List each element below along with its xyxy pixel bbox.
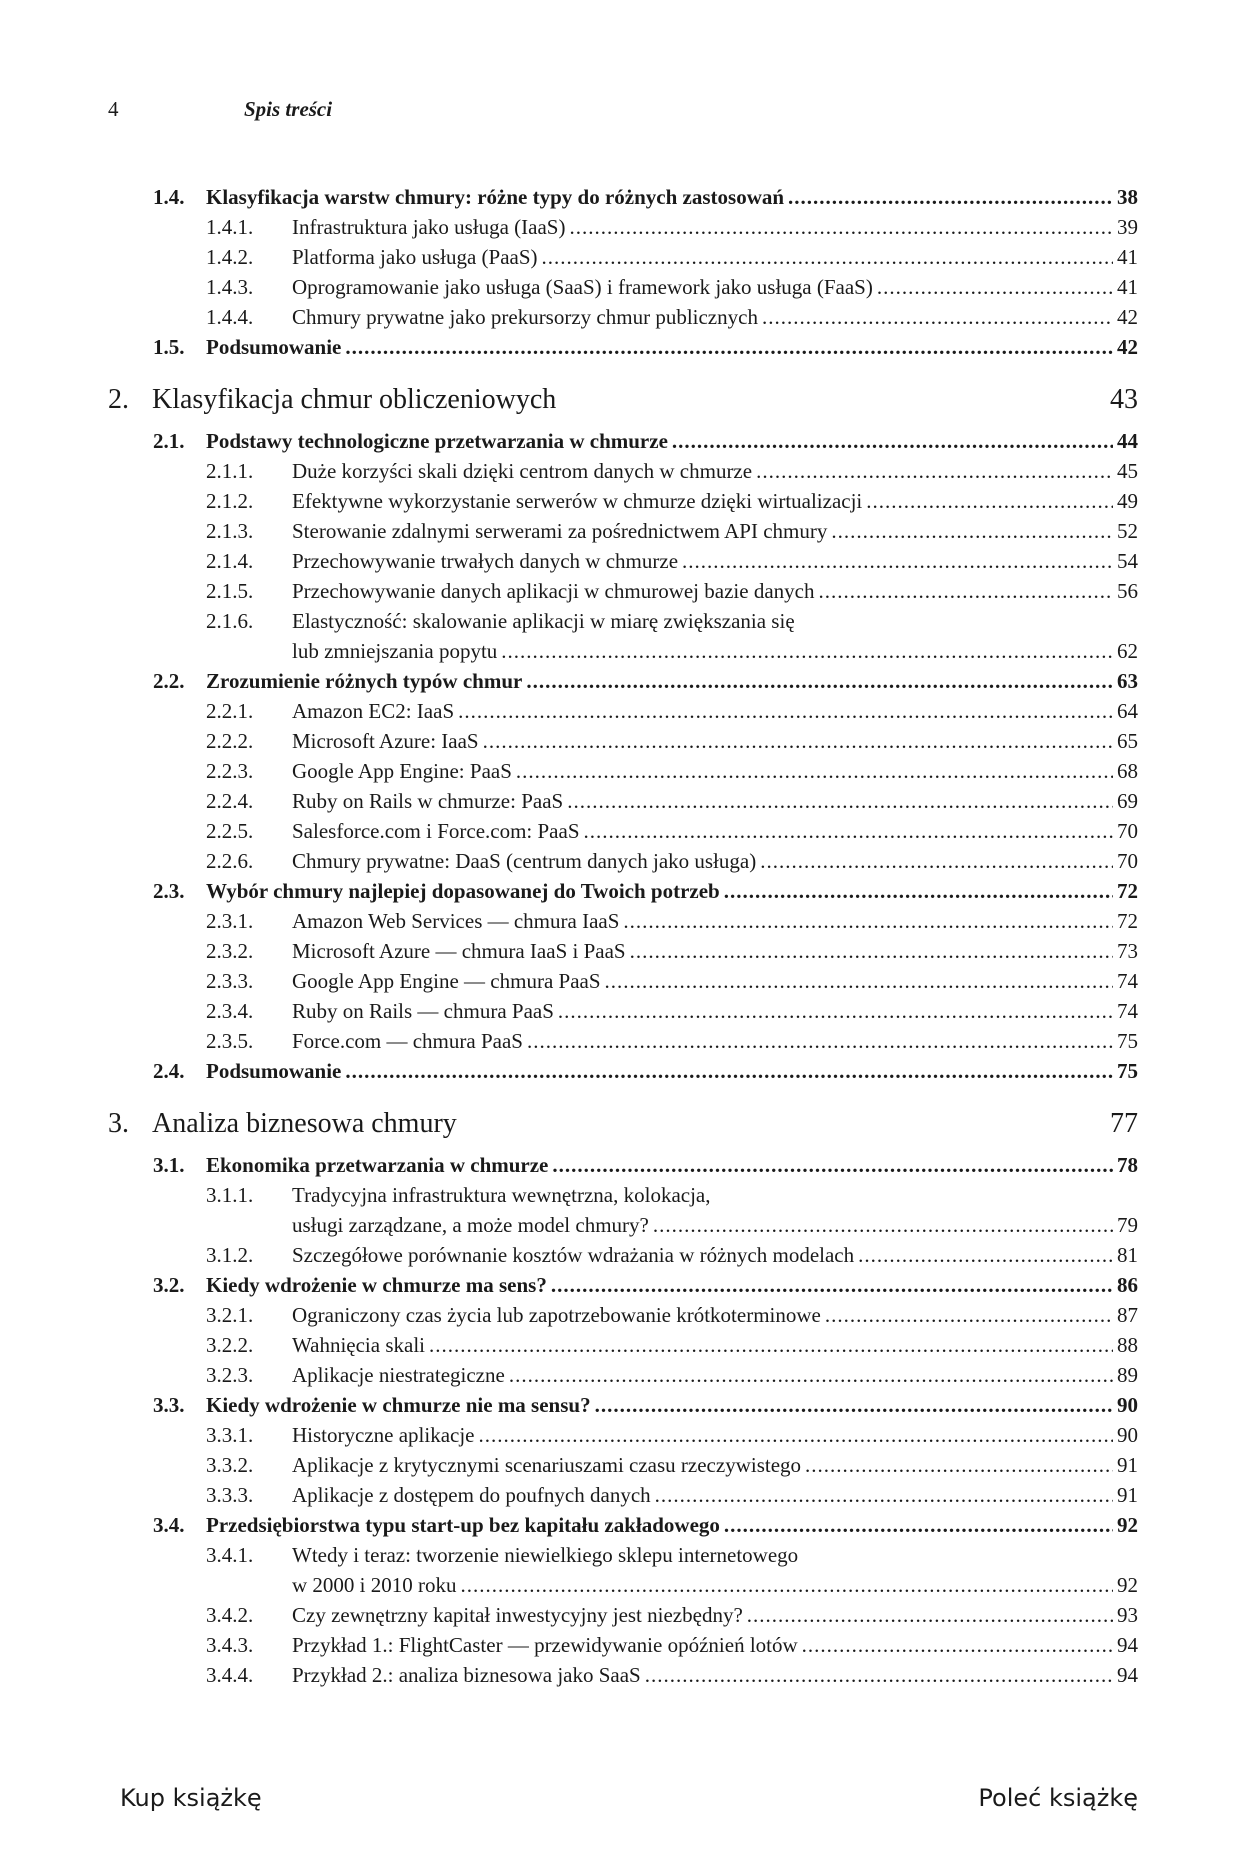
page-number: 4: [108, 97, 119, 121]
dot-leader: [831, 516, 1113, 546]
entry-page: 91: [1117, 1483, 1138, 1507]
dot-leader: [569, 212, 1113, 242]
toc-subsection-entry: [0, 302, 1244, 332]
chapter-title: Klasyfikacja chmur obliczeniowych: [152, 384, 557, 415]
entry-page: 49: [1117, 489, 1138, 513]
dot-leader: [501, 636, 1113, 666]
entry-line: [292, 456, 1138, 486]
entry-title: Chmury prywatne: DaaS (centrum danych jako usługa): [292, 849, 757, 873]
entry-title: Podsumowanie: [206, 335, 342, 359]
toc-subsection-entry: [0, 936, 1244, 966]
entry-line: [292, 996, 1138, 1026]
chapter-number: 3.: [108, 1108, 129, 1139]
entry-title: Microsoft Azure: IaaS: [292, 729, 479, 753]
entry-line: [292, 1180, 1138, 1210]
entry-title: Przedsiębiorstwa typu start-up bez kapitału zakładowego: [206, 1513, 720, 1537]
toc-subsection-entry: [0, 1630, 1244, 1660]
entry-page: 72: [1117, 879, 1138, 903]
entry-page: 69: [1117, 789, 1138, 813]
buy-book-link[interactable]: Kup książkę: [120, 1784, 262, 1812]
toc-subsection-entry: [0, 816, 1244, 846]
entry-page: 42: [1117, 335, 1138, 359]
recommend-book-link[interactable]: Poleć książkę: [978, 1784, 1138, 1812]
toc-subsection-entry: [0, 786, 1244, 816]
dot-leader: [542, 242, 1113, 272]
toc-subsection-entry: [0, 242, 1244, 272]
entry-number: 3.3.2.: [206, 1453, 254, 1477]
entry-title: Szczegółowe porównanie kosztów wdrażania w różnych modelach: [292, 1243, 855, 1267]
dot-leader: [802, 1630, 1113, 1660]
entry-number: 2.3.5.: [206, 1029, 254, 1053]
entry-title: Ekonomika przetwarzania w chmurze: [206, 1153, 549, 1177]
toc-subsection-entry: [0, 1540, 1244, 1570]
entry-line: [292, 1026, 1138, 1056]
entry-page: 81: [1117, 1243, 1138, 1267]
toc-subsection-entry: [0, 756, 1244, 786]
entry-line: [292, 1660, 1138, 1690]
entry-line: [292, 816, 1138, 846]
entry-number: 2.3.2.: [206, 939, 254, 963]
toc-subsection-entry: [0, 1570, 1244, 1600]
dot-leader: [623, 906, 1113, 936]
entry-line: [292, 1450, 1138, 1480]
dot-leader: [645, 1660, 1113, 1690]
entry-number: 2.2.2.: [206, 729, 254, 753]
entry-line: [292, 1360, 1138, 1390]
entry-page: 75: [1117, 1059, 1138, 1083]
entry-title: Podstawy technologiczne przetwarzania w chmurze: [206, 429, 668, 453]
chapter-heading: [0, 1086, 1244, 1150]
entry-title: Klasyfikacja warstw chmury: różne typy do różnych zastosowań: [206, 185, 785, 209]
entry-number: 3.4.4.: [206, 1663, 254, 1687]
entry-line: [292, 576, 1138, 606]
entry-title: w 2000 i 2010 roku: [292, 1573, 457, 1597]
entry-number: 3.3.: [153, 1393, 185, 1417]
entry-line: [206, 876, 1138, 906]
entry-line: [292, 1210, 1138, 1240]
entry-page: 79: [1117, 1213, 1138, 1237]
toc-subsection-entry: [0, 1210, 1244, 1240]
entry-page: 63: [1117, 669, 1138, 693]
entry-number: 3.3.3.: [206, 1483, 254, 1507]
entry-page: 86: [1117, 1273, 1138, 1297]
dot-leader: [552, 1150, 1113, 1180]
entry-line: [292, 516, 1138, 546]
entry-number: 3.4.: [153, 1513, 185, 1537]
entry-line: [206, 1056, 1138, 1086]
entry-title: Efektywne wykorzystanie serwerów w chmurze dzięki wirtualizacji: [292, 489, 863, 513]
toc-subsection-entry: [0, 696, 1244, 726]
entry-page: 90: [1117, 1393, 1138, 1417]
dot-leader: [479, 1420, 1114, 1450]
entry-line: [292, 756, 1138, 786]
entry-number: 3.4.1.: [206, 1543, 254, 1567]
entry-page: 41: [1117, 245, 1138, 269]
entry-page: 91: [1117, 1453, 1138, 1477]
entry-line: [206, 332, 1138, 362]
dot-leader: [747, 1600, 1113, 1630]
entry-number: 2.3.4.: [206, 999, 254, 1023]
toc-subsection-entry: [0, 212, 1244, 242]
dot-leader: [584, 816, 1114, 846]
entry-number: 2.2.6.: [206, 849, 254, 873]
entry-line: [292, 1570, 1138, 1600]
toc-section-entry: [0, 1056, 1244, 1086]
toc-subsection-entry: [0, 576, 1244, 606]
toc-section-entry: [0, 1390, 1244, 1420]
entry-number: 3.3.1.: [206, 1423, 254, 1447]
entry-number: 2.3.3.: [206, 969, 254, 993]
entry-page: 44: [1117, 429, 1138, 453]
entry-number: 3.4.3.: [206, 1633, 254, 1657]
entry-title: Podsumowanie: [206, 1059, 342, 1083]
dot-leader: [866, 486, 1113, 516]
dot-leader: [760, 846, 1113, 876]
dot-leader: [458, 696, 1113, 726]
entry-title: Wtedy i teraz: tworzenie niewielkiego sklepu internetowego: [292, 1543, 799, 1567]
entry-title: Wybór chmury najlepiej dopasowanej do Twoich potrzeb: [206, 879, 720, 903]
entry-line: [292, 936, 1138, 966]
dot-leader: [672, 426, 1113, 456]
entry-title: Kiedy wdrożenie w chmurze nie ma sensu?: [206, 1393, 591, 1417]
entry-line: [206, 426, 1138, 456]
toc-subsection-entry: [0, 636, 1244, 666]
dot-leader: [526, 666, 1113, 696]
dot-leader: [345, 1056, 1113, 1086]
dot-leader: [756, 456, 1113, 486]
entry-number: 1.4.2.: [206, 245, 254, 269]
entry-page: 74: [1117, 999, 1138, 1023]
entry-number: 2.2.3.: [206, 759, 254, 783]
entry-title: Aplikacje z krytycznymi scenariuszami czasu rzeczywistego: [292, 1453, 802, 1477]
entry-page: 74: [1117, 969, 1138, 993]
toc-section-entry: [0, 332, 1244, 362]
entry-page: 62: [1117, 639, 1138, 663]
entry-title: Microsoft Azure — chmura IaaS i PaaS: [292, 939, 626, 963]
entry-number: 2.1.6.: [206, 609, 254, 633]
entry-number: 3.2.2.: [206, 1333, 254, 1357]
entry-number: 3.2.: [153, 1273, 185, 1297]
dot-leader: [805, 1450, 1113, 1480]
entry-number: 2.2.4.: [206, 789, 254, 813]
entry-number: 3.1.: [153, 1153, 185, 1177]
entry-title: Sterowanie zdalnymi serwerami za pośrednictwem API chmury: [292, 519, 828, 543]
entry-line: [206, 1150, 1138, 1180]
entry-line: [292, 1540, 1138, 1570]
entry-title: Aplikacje z dostępem do poufnych danych: [292, 1483, 651, 1507]
entry-title: Tradycyjna infrastruktura wewnętrzna, kolokacja,: [292, 1183, 711, 1207]
entry-page: 42: [1117, 305, 1138, 329]
entry-number: 2.3.: [153, 879, 185, 903]
entry-line: [206, 1270, 1138, 1300]
entry-number: 2.1.3.: [206, 519, 254, 543]
toc-subsection-entry: [0, 1026, 1244, 1056]
toc-subsection-entry: [0, 1480, 1244, 1510]
entry-title: Amazon Web Services — chmura IaaS: [292, 909, 620, 933]
entry-line: [292, 242, 1138, 272]
dot-leader: [595, 1390, 1113, 1420]
toc-subsection-entry: [0, 546, 1244, 576]
entry-page: 56: [1117, 579, 1138, 603]
entry-number: 3.2.1.: [206, 1303, 254, 1327]
entry-line: [292, 846, 1138, 876]
entry-number: 2.1.4.: [206, 549, 254, 573]
entry-number: 2.2.: [153, 669, 185, 693]
entry-number: 3.1.1.: [206, 1183, 254, 1207]
toc-subsection-entry: [0, 1420, 1244, 1450]
entry-page: 87: [1117, 1303, 1138, 1327]
entry-title: Oprogramowanie jako usługa (SaaS) i framework jako usługa (FaaS): [292, 275, 873, 299]
entry-line: [292, 1480, 1138, 1510]
chapter-page: 43: [1110, 384, 1138, 415]
toc-subsection-entry: [0, 456, 1244, 486]
entry-line: [292, 696, 1138, 726]
entry-line: [292, 1240, 1138, 1270]
toc-section-entry: [0, 1510, 1244, 1540]
entry-line: [206, 666, 1138, 696]
dot-leader: [655, 1480, 1113, 1510]
entry-line: [292, 1330, 1138, 1360]
toc-subsection-entry: [0, 1300, 1244, 1330]
dot-leader: [558, 996, 1113, 1026]
entry-number: 1.4.4.: [206, 305, 254, 329]
entry-title: Kiedy wdrożenie w chmurze ma sens?: [206, 1273, 547, 1297]
dot-leader: [551, 1270, 1113, 1300]
entry-title: Aplikacje niestrategiczne: [292, 1363, 505, 1387]
entry-page: 94: [1117, 1663, 1138, 1687]
toc-subsection-entry: [0, 1660, 1244, 1690]
entry-line: [292, 212, 1138, 242]
entry-page: 89: [1117, 1363, 1138, 1387]
entry-number: 1.5.: [153, 335, 185, 359]
entry-page: 41: [1117, 275, 1138, 299]
entry-title: usługi zarządzane, a może model chmury?: [292, 1213, 649, 1237]
entry-page: 93: [1117, 1603, 1138, 1627]
entry-line: [292, 302, 1138, 332]
entry-page: 52: [1117, 519, 1138, 543]
dot-leader: [509, 1360, 1113, 1390]
toc-section-entry: [0, 182, 1244, 212]
toc-section-entry: [0, 426, 1244, 456]
dot-leader: [724, 876, 1113, 906]
running-title: Spis treści: [244, 97, 333, 121]
dot-leader: [461, 1570, 1114, 1600]
entry-line: [292, 272, 1138, 302]
entry-number: 2.4.: [153, 1059, 185, 1083]
chapter-number: 2.: [108, 384, 129, 415]
entry-page: 72: [1117, 909, 1138, 933]
toc-subsection-entry: [0, 726, 1244, 756]
entry-number: 2.2.5.: [206, 819, 254, 843]
dot-leader: [724, 1510, 1113, 1540]
entry-number: 3.1.2.: [206, 1243, 254, 1267]
entry-line: [292, 546, 1138, 576]
entry-title: Duże korzyści skali dzięki centrom danych w chmurze: [292, 459, 753, 483]
entry-page: 75: [1117, 1029, 1138, 1053]
toc-subsection-entry: [0, 1240, 1244, 1270]
entry-page: 68: [1117, 759, 1138, 783]
entry-line: [292, 1630, 1138, 1660]
entry-line: [292, 606, 1138, 636]
chapter-title: Analiza biznesowa chmury: [152, 1108, 457, 1139]
entry-number: 2.1.2.: [206, 489, 254, 513]
entry-title: Ruby on Rails w chmurze: PaaS: [292, 789, 564, 813]
entry-page: 78: [1117, 1153, 1138, 1177]
toc-subsection-entry: [0, 1180, 1244, 1210]
entry-title: Historyczne aplikacje: [292, 1423, 475, 1447]
entry-title: Salesforce.com i Force.com: PaaS: [292, 819, 580, 843]
entry-title: Platforma jako usługa (PaaS): [292, 245, 538, 269]
toc-subsection-entry: [0, 516, 1244, 546]
toc-subsection-entry: [0, 1450, 1244, 1480]
entry-number: 3.4.2.: [206, 1603, 254, 1627]
entry-number: 2.1.1.: [206, 459, 254, 483]
entry-title: Ruby on Rails — chmura PaaS: [292, 999, 554, 1023]
entry-number: 1.4.1.: [206, 215, 254, 239]
entry-title: Przechowywanie trwałych danych w chmurze: [292, 549, 679, 573]
dot-leader: [682, 546, 1113, 576]
toc-section-entry: [0, 1150, 1244, 1180]
dot-leader: [788, 182, 1113, 212]
toc-section-entry: [0, 876, 1244, 906]
chapter-page: 77: [1110, 1108, 1138, 1139]
entry-number: 2.1.: [153, 429, 185, 453]
entry-title: Amazon EC2: IaaS: [292, 699, 455, 723]
entry-line: [292, 786, 1138, 816]
entry-page: 64: [1117, 699, 1138, 723]
entry-page: 54: [1117, 549, 1138, 573]
entry-line: [292, 1300, 1138, 1330]
entry-line: [206, 1510, 1138, 1540]
dot-leader: [877, 272, 1113, 302]
entry-title: Ograniczony czas życia lub zapotrzebowanie krótkoterminowe: [292, 1303, 821, 1327]
entry-page: 92: [1117, 1513, 1138, 1537]
dot-leader: [516, 756, 1113, 786]
toc-subsection-entry: [0, 966, 1244, 996]
dot-leader: [653, 1210, 1113, 1240]
entry-line: [292, 906, 1138, 936]
entry-number: 2.1.5.: [206, 579, 254, 603]
entry-number: 1.4.3.: [206, 275, 254, 299]
dot-leader: [567, 786, 1113, 816]
toc-subsection-entry: [0, 906, 1244, 936]
toc-subsection-entry: [0, 486, 1244, 516]
entry-title: Infrastruktura jako usługa (IaaS): [292, 215, 566, 239]
entry-title: Zrozumienie różnych typów chmur: [206, 669, 523, 693]
entry-page: 70: [1117, 849, 1138, 873]
entry-line: [292, 1600, 1138, 1630]
toc-subsection-entry: [0, 996, 1244, 1026]
entry-number: 1.4.: [153, 185, 185, 209]
entry-title: Google App Engine — chmura PaaS: [292, 969, 601, 993]
entry-page: 39: [1117, 215, 1138, 239]
chapter-heading: [0, 362, 1244, 426]
entry-line: [292, 636, 1138, 666]
table-of-contents: [0, 182, 1244, 1690]
toc-subsection-entry: [0, 1330, 1244, 1360]
entry-page: 90: [1117, 1423, 1138, 1447]
entry-page: 92: [1117, 1573, 1138, 1597]
entry-line: [292, 966, 1138, 996]
toc-subsection-entry: [0, 272, 1244, 302]
entry-title: Elastyczność: skalowanie aplikacji w miarę zwiększania się: [292, 609, 795, 633]
dot-leader: [762, 302, 1113, 332]
entry-page: 38: [1117, 185, 1138, 209]
dot-leader: [818, 576, 1113, 606]
entry-number: 2.3.1.: [206, 909, 254, 933]
entry-title: Force.com — chmura PaaS: [292, 1029, 523, 1053]
dot-leader: [483, 726, 1113, 756]
entry-number: 2.2.1.: [206, 699, 254, 723]
entry-page: 45: [1117, 459, 1138, 483]
entry-page: 70: [1117, 819, 1138, 843]
entry-line: [206, 1390, 1138, 1420]
dot-leader: [605, 966, 1113, 996]
entry-title: Przykład 2.: analiza biznesowa jako SaaS: [292, 1663, 641, 1687]
entry-title: Przykład 1.: FlightCaster — przewidywanie opóźnień lotów: [292, 1633, 798, 1657]
entry-title: Chmury prywatne jako prekursorzy chmur publicznych: [292, 305, 758, 329]
dot-leader: [858, 1240, 1113, 1270]
entry-page: 88: [1117, 1333, 1138, 1357]
entry-title: Czy zewnętrzny kapitał inwestycyjny jest niezbędny?: [292, 1603, 743, 1627]
entry-line: [292, 486, 1138, 516]
entry-line: [292, 726, 1138, 756]
toc-section-entry: [0, 1270, 1244, 1300]
toc-subsection-entry: [0, 606, 1244, 636]
dot-leader: [630, 936, 1113, 966]
toc-subsection-entry: [0, 846, 1244, 876]
entry-title: Google App Engine: PaaS: [292, 759, 512, 783]
dot-leader: [345, 332, 1113, 362]
entry-number: 3.2.3.: [206, 1363, 254, 1387]
entry-title: Przechowywanie danych aplikacji w chmurowej bazie danych: [292, 579, 815, 603]
entry-title: Wahnięcia skali: [292, 1333, 426, 1357]
dot-leader: [527, 1026, 1113, 1056]
toc-subsection-entry: [0, 1360, 1244, 1390]
toc-section-entry: [0, 666, 1244, 696]
entry-page: 65: [1117, 729, 1138, 753]
entry-page: 73: [1117, 939, 1138, 963]
entry-page: 94: [1117, 1633, 1138, 1657]
dot-leader: [429, 1330, 1113, 1360]
entry-line: [292, 1420, 1138, 1450]
entry-title: lub zmniejszania popytu: [292, 639, 498, 663]
toc-subsection-entry: [0, 1600, 1244, 1630]
dot-leader: [825, 1300, 1113, 1330]
entry-line: [206, 182, 1138, 212]
